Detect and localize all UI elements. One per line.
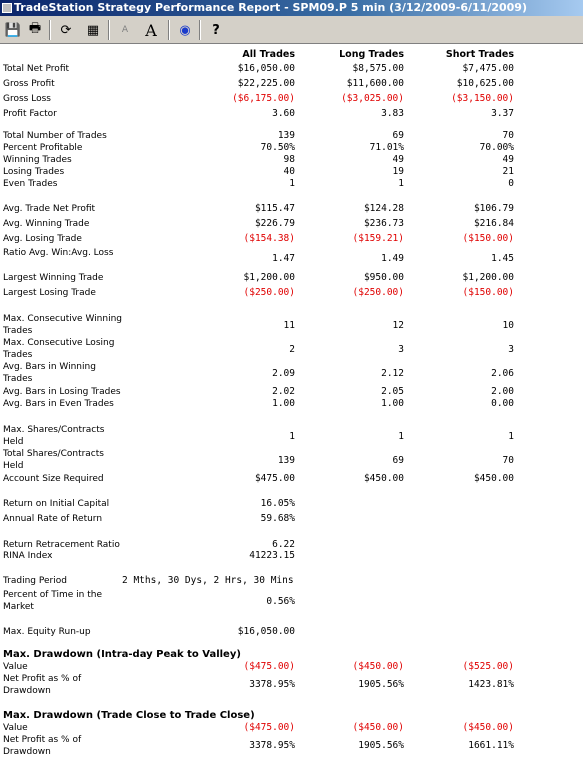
value-all: 41223.15: [249, 550, 295, 561]
refresh-icon[interactable]: ⟳: [60, 22, 72, 38]
value-long: 1905.56%: [358, 740, 404, 751]
value-long: 1905.56%: [358, 679, 404, 690]
row-label: Avg. Bars in Winning Trades: [3, 362, 96, 384]
row-label: Gross Profit: [3, 79, 55, 89]
app-icon: [2, 3, 12, 13]
value-all: 3378.95%: [249, 740, 295, 751]
value-long: 3.83: [381, 108, 404, 119]
value-short: 1: [508, 431, 514, 442]
value-all: $22,225.00: [237, 78, 295, 89]
row-label: Ratio Avg. Win:Avg. Loss: [3, 248, 114, 258]
value-long: 1: [398, 431, 404, 442]
value-all: 16.05%: [260, 498, 295, 509]
font-larger-icon[interactable]: A: [145, 20, 157, 40]
value-all: ($475.00): [243, 661, 295, 672]
value-long: $450.00: [363, 473, 404, 484]
row-label: Max. Shares/Contracts Held: [3, 425, 105, 447]
value-all: 139: [277, 455, 295, 466]
value-long: 3: [398, 344, 404, 355]
value-all: 0.56%: [266, 596, 295, 607]
value-short: 0: [508, 178, 514, 189]
value-all: 1.00: [272, 398, 295, 409]
target-icon[interactable]: ◉: [179, 22, 191, 38]
value-long: ($450.00): [352, 722, 404, 733]
value-long: $950.00: [363, 272, 404, 283]
row-label: Avg. Bars in Even Trades: [3, 399, 114, 409]
value-short: 1.45: [491, 253, 514, 264]
value-all: $16,050.00: [237, 626, 295, 637]
value-long: $236.73: [363, 218, 404, 229]
row-label: Annual Rate of Return: [3, 514, 103, 524]
toolbar-separator: [168, 20, 170, 40]
drawdown-close-title: Max. Drawdown (Trade Close to Trade Close): [3, 710, 255, 721]
col-header-short: Short Trades: [445, 49, 514, 60]
row-label: Percent Profitable: [3, 143, 83, 153]
row-label: Max. Consecutive Losing Trades: [3, 338, 115, 360]
value-short: 3.37: [491, 108, 514, 119]
value-long: 69: [392, 455, 404, 466]
col-header-long: Long Trades: [339, 49, 404, 60]
value-short: ($525.00): [462, 661, 514, 672]
value-all: 98: [283, 154, 295, 165]
row-label: Value: [3, 723, 28, 733]
row-label: Return Retracement Ratio: [3, 540, 120, 550]
value-all: 11: [283, 320, 295, 331]
row-label: Winning Trades: [3, 155, 72, 165]
value-long: 2.12: [381, 368, 404, 379]
toolbar-separator: [108, 20, 110, 40]
row-label: Net Profit as % of Drawdown: [3, 674, 82, 696]
value-all: $226.79: [254, 218, 295, 229]
value-long: 1.49: [381, 253, 404, 264]
value-long: 2.05: [381, 386, 404, 397]
performance-report: [0, 45, 583, 764]
value-long: 19: [392, 166, 404, 177]
value-short: 10: [502, 320, 514, 331]
value-long: 49: [392, 154, 404, 165]
value-long: ($3,025.00): [341, 93, 404, 104]
row-label: Return on Initial Capital: [3, 499, 110, 509]
value-all: ($475.00): [243, 722, 295, 733]
value-long: ($450.00): [352, 661, 404, 672]
value-short: $216.84: [473, 218, 514, 229]
row-label: Avg. Winning Trade: [3, 219, 90, 229]
value-all: 59.68%: [260, 513, 295, 524]
row-label: Trading Period: [3, 576, 67, 586]
value-short: $106.79: [473, 203, 514, 214]
value-long: ($250.00): [352, 287, 404, 298]
value-long: $124.28: [363, 203, 404, 214]
row-label: Percent of Time in the Market: [3, 590, 102, 612]
value-short: 2.00: [491, 386, 514, 397]
row-label: Avg. Bars in Losing Trades: [3, 387, 121, 397]
row-label: Account Size Required: [3, 474, 104, 484]
value-long: $11,600.00: [346, 78, 404, 89]
row-label: Even Trades: [3, 179, 58, 189]
value-short: 2.06: [491, 368, 514, 379]
row-label: Total Net Profit: [3, 64, 70, 74]
value-all: 3.60: [272, 108, 295, 119]
row-label: Total Shares/Contracts Held: [3, 449, 104, 471]
value-all: 70.50%: [260, 142, 295, 153]
value-all: 6.22: [272, 539, 295, 550]
save-icon[interactable]: 💾: [4, 22, 22, 38]
value-all: $1,200.00: [243, 272, 295, 283]
value-all: ($6,175.00): [232, 93, 295, 104]
row-label: Value: [3, 662, 28, 672]
col-header-all: All Trades: [242, 49, 295, 60]
value-all: 40: [283, 166, 295, 177]
value-all: 139: [277, 130, 295, 141]
value-short: 21: [502, 166, 514, 177]
value-long: 69: [392, 130, 404, 141]
value-short: ($150.00): [462, 287, 514, 298]
drawdown-intraday-title: Max. Drawdown (Intra-day Peak to Valley): [3, 649, 241, 660]
row-label: Avg. Losing Trade: [3, 234, 82, 244]
row-label: Largest Winning Trade: [3, 273, 104, 283]
value-short: $7,475.00: [462, 63, 514, 74]
toolbar-separator: [49, 20, 51, 40]
value-all: $16,050.00: [237, 63, 295, 74]
value-all: 2.02: [272, 386, 295, 397]
value-long: 12: [392, 320, 404, 331]
title-bar: [0, 0, 583, 16]
trading-period-value: 2 Mths, 30 Dys, 2 Hrs, 30 Mins: [122, 575, 294, 586]
value-short: 49: [502, 154, 514, 165]
value-short: 70: [502, 130, 514, 141]
row-label: Profit Factor: [3, 109, 57, 119]
value-short: $450.00: [473, 473, 514, 484]
value-all: 2: [289, 344, 295, 355]
value-short: 70: [502, 455, 514, 466]
value-short: 1423.81%: [468, 679, 514, 690]
value-long: 71.01%: [369, 142, 404, 153]
value-short: 70.00%: [479, 142, 514, 153]
print-icon[interactable]: 🖶: [28, 21, 42, 36]
value-all: 1.47: [272, 253, 295, 264]
row-label: Gross Loss: [3, 94, 51, 104]
value-all: $475.00: [254, 473, 295, 484]
value-long: 1.00: [381, 398, 404, 409]
value-all: ($250.00): [243, 287, 295, 298]
toolbar-separator: [199, 20, 201, 40]
help-icon[interactable]: ?: [212, 22, 220, 38]
value-short: $1,200.00: [462, 272, 514, 283]
value-short: 1661.11%: [468, 740, 514, 751]
value-long: ($159.21): [352, 233, 404, 244]
value-all: ($154.38): [243, 233, 295, 244]
value-short: $10,625.00: [456, 78, 514, 89]
value-short: ($150.00): [462, 233, 514, 244]
window-title: TradeStation Strategy Performance Report - SPM09.P 5 min (3/12/2009-6/11/2009): [14, 1, 527, 14]
value-short: ($450.00): [462, 722, 514, 733]
value-all: $115.47: [254, 203, 295, 214]
value-short: 0.00: [491, 398, 514, 409]
value-short: 3: [508, 344, 514, 355]
value-short: ($3,150.00): [451, 93, 514, 104]
value-all: 2.09: [272, 368, 295, 379]
value-all: 1: [289, 431, 295, 442]
row-label: Max. Consecutive Winning Trades: [3, 314, 122, 336]
row-label: Net Profit as % of Drawdown: [3, 735, 82, 757]
value-long: $8,575.00: [352, 63, 404, 74]
font-smaller-icon[interactable]: A: [121, 25, 129, 35]
value-all: 3378.95%: [249, 679, 295, 690]
row-label: Losing Trades: [3, 167, 65, 177]
properties-icon[interactable]: ▦: [86, 22, 100, 38]
row-label: Max. Equity Run-up: [3, 627, 91, 637]
row-label: Avg. Trade Net Profit: [3, 204, 96, 214]
value-long: 1: [398, 178, 404, 189]
row-label: RINA Index: [3, 551, 53, 561]
value-all: 1: [289, 178, 295, 189]
row-label: Total Number of Trades: [3, 131, 107, 141]
row-label: Largest Losing Trade: [3, 288, 96, 298]
toolbar: [0, 16, 583, 44]
